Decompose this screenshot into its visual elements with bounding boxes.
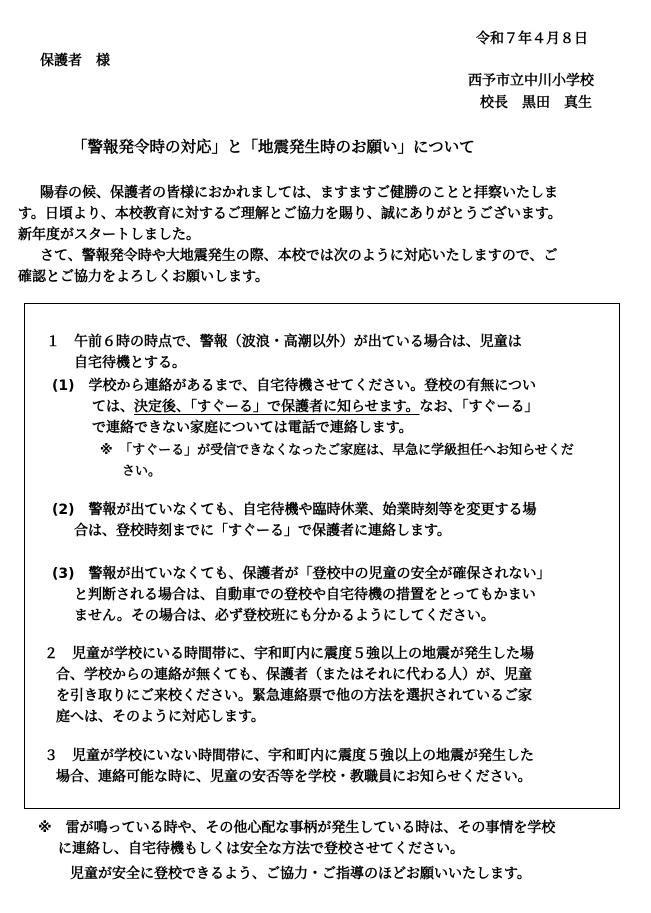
sub-item-1-text: なお、「すぐーる」 bbox=[419, 399, 539, 415]
item-3-cont: 場合、連絡可能な時に、児童の安否等を学校・教職員にお知らせください。 bbox=[56, 769, 532, 785]
item-3: ３ 児童が学校にいない時間帯に、宇和町内に震度５強以上の地震が発生した bbox=[44, 748, 534, 764]
item-2-cont: 合、学校からの連絡が無くても、保護者（またはそれに代わる人）が、児童 bbox=[56, 667, 532, 683]
note: ※ 「すぐーる」が受信できなくなったご家庭は、早急に学級担任へお知らせくだ bbox=[100, 443, 574, 458]
intro-line: 確認とご協力をよろしくお願いします。 bbox=[18, 269, 269, 285]
note-cont: さい。 bbox=[122, 464, 162, 479]
intro-line: 新年度がスタートしました。 bbox=[18, 227, 200, 243]
sub-item-3-cont: ません。その場合は、必ず登校班にも分かるようにしてください。 bbox=[74, 608, 495, 624]
document-date: 令和７年４月８日 bbox=[476, 31, 588, 47]
principal-name: 校長 黒田 真生 bbox=[480, 95, 592, 111]
sub-item-1-cont bbox=[92, 397, 538, 418]
sub-item-3: (3) 警報が出ていなくても、保護者が「登校中の児童の安全が確保されない」 bbox=[52, 566, 551, 582]
item-2: ２ 児童が学校にいる時間帯に、宇和町内に震度５強以上の地震が発生した場 bbox=[44, 646, 534, 662]
recipient: 保護者 様 bbox=[40, 53, 110, 69]
sub-item-1-cont: で連絡できない家庭については電話で連絡します。 bbox=[92, 420, 413, 436]
document-title: 「警報発令時の対応」と「地震発生時のお願い」について bbox=[72, 138, 475, 156]
sub-item-3-cont: と判断される場合は、自動車での登校や自宅待機の措置をとってもかまい bbox=[74, 587, 536, 603]
item-1-cont: 自宅待機とする。 bbox=[74, 355, 186, 371]
footer-note: ※ 雷が鳴っている時や、その他心配な事柄が発生している時は、その事情を学校 bbox=[38, 820, 556, 836]
intro-line: す。日頃より、本校教育に対するご理解とご協力を賜り、誠にありがとうございます。 bbox=[18, 206, 562, 222]
sub-item-2: (2) 警報が出ていなくても、自宅待機や臨時休業、始業時刻等を変更する場 bbox=[52, 502, 537, 518]
item-2-cont: を引き取りにご来校ください。緊急連絡票で他の方法を選択されているご家 bbox=[56, 688, 532, 704]
sub-item-1: (1) 学校から連絡があるまで、自宅待機させてください。登校の有無につい bbox=[52, 378, 536, 394]
school-name: 西予市立中川小学校 bbox=[468, 73, 594, 89]
sub-item-1-underlined: 決定後、「すぐーる」で保護者に知らせます。 bbox=[134, 399, 420, 415]
sub-item-1-text: ては、 bbox=[92, 399, 134, 415]
intro-line: 陽春の候、保護者の皆様におかれましては、ますますご健勝のことと拝察いたしま bbox=[40, 185, 558, 201]
intro-line: さて、警報発令時や大地震発生の際、本校では次のように対応いたしますので、ご bbox=[40, 248, 558, 264]
footer-note-cont: に連絡し、自宅待機もしくは安全な方法で登校させてください。 bbox=[58, 841, 464, 857]
closing-line: 児童が安全に登校できるよう、ご協力・ご指導のほどお願いいたします。 bbox=[70, 866, 531, 882]
item-1: １ 午前６時の時点で、警報（波浪・高潮以外）が出ている場合は、児童は bbox=[46, 334, 522, 350]
sub-item-2-cont: 合は、登校時刻までに「すぐーる」で保護者に連絡します。 bbox=[74, 523, 451, 539]
item-2-cont: 庭へは、そのように対応します。 bbox=[56, 709, 265, 725]
